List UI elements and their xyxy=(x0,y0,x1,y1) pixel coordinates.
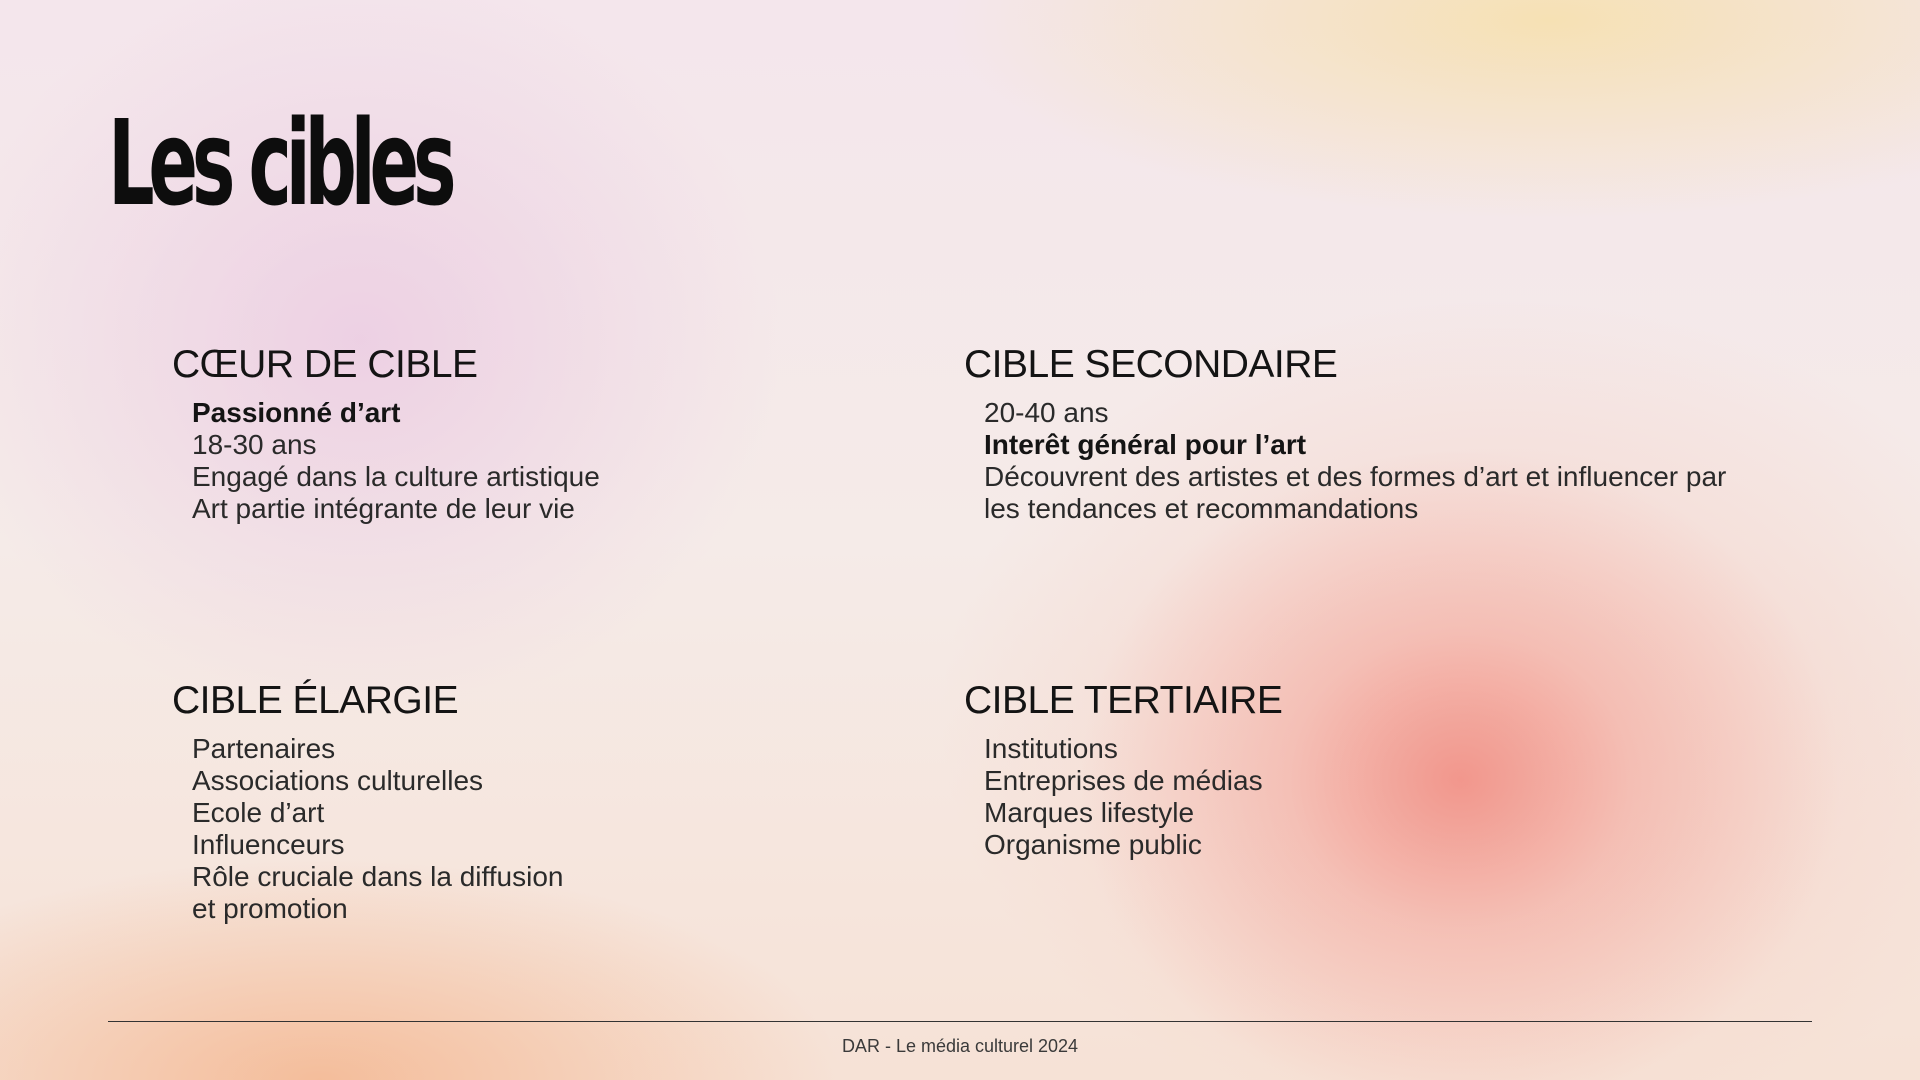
section-heading: CIBLE TERTIAIRE xyxy=(964,679,1283,722)
section-lines xyxy=(192,733,972,925)
section-line: Passionné d’art xyxy=(192,397,401,428)
section-lines xyxy=(984,733,1764,861)
section-heading: CŒUR DE CIBLE xyxy=(172,343,478,386)
section-cible-elargie xyxy=(172,677,972,925)
section-line: Institutions xyxy=(984,733,1118,764)
section-cible-tertiaire xyxy=(964,677,1764,861)
section-line: Découvrent des artistes et des formes d’art et influencer par xyxy=(984,461,1727,492)
section-line: Partenaires xyxy=(192,733,336,764)
footer-text: DAR - Le média culturel 2024 xyxy=(841,1036,1079,1056)
section-line: Entreprises de médias xyxy=(984,765,1263,796)
section-line: Art partie intégrante de leur vie xyxy=(192,493,575,524)
section-lines xyxy=(984,397,1764,525)
section-coeur-de-cible xyxy=(172,341,972,525)
section-heading: CIBLE ÉLARGIE xyxy=(172,679,459,722)
section-line: Associations culturelles xyxy=(192,765,484,796)
section-line: 18-30 ans xyxy=(192,429,317,460)
section-line: les tendances et recommandations xyxy=(984,493,1419,524)
section-lines xyxy=(192,397,972,525)
slide-title: Les cibles xyxy=(108,94,451,232)
section-line: Marques lifestyle xyxy=(984,797,1195,828)
section-line: Influenceurs xyxy=(192,829,345,860)
section-cible-secondaire xyxy=(964,341,1764,525)
section-line: et promotion xyxy=(192,893,348,924)
section-line: Interêt général pour l’art xyxy=(984,429,1307,460)
section-line: 20-40 ans xyxy=(984,397,1109,428)
section-line: Organisme public xyxy=(984,829,1202,860)
section-heading: CIBLE SECONDAIRE xyxy=(964,343,1338,386)
section-line: Ecole d’art xyxy=(192,797,325,828)
footer-divider xyxy=(108,1021,1812,1022)
section-line: Rôle cruciale dans la diffusion xyxy=(192,861,564,892)
section-line: Engagé dans la culture artistique xyxy=(192,461,600,492)
